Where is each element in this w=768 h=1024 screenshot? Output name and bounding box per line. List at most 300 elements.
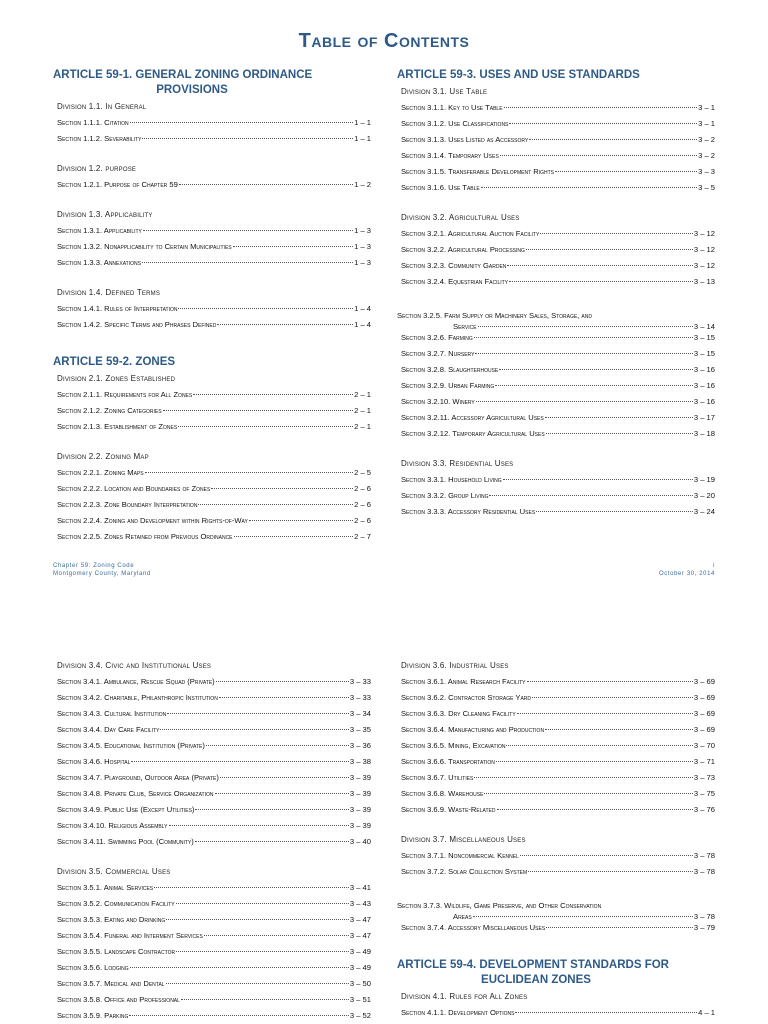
toc-entry[interactable] [57, 421, 371, 432]
dot-leader [195, 841, 349, 842]
entry-title: Section 3.2.9. Urban Farming [401, 381, 495, 390]
section-spacer [53, 335, 371, 355]
article-heading [53, 355, 371, 370]
entry-page: 3 – 35 [349, 725, 371, 734]
toc-entry[interactable] [57, 319, 371, 330]
toc-entry[interactable] [401, 166, 715, 177]
dot-leader [474, 337, 693, 338]
toc-entry[interactable] [57, 930, 371, 941]
toc-entry[interactable] [57, 708, 371, 719]
entry-page: 3 – 49 [349, 947, 371, 956]
entry-page: 1 – 4 [354, 304, 371, 313]
toc-entry[interactable] [401, 276, 715, 287]
entry-title: Section 3.6.9. Waste-Related [401, 805, 496, 814]
entry-title: Section 2.2.3. Zone Boundary Interpretation [57, 500, 198, 509]
division-heading: Division 3.1. Use Table [401, 87, 488, 96]
entry-title-cont: Areas [453, 912, 472, 921]
entry-title: Section 3.4.3. Cultural Institution [57, 709, 167, 718]
toc-entry[interactable] [401, 428, 715, 439]
dot-leader [484, 793, 692, 794]
entry-title: Section 3.4.4. Day Care Facility [57, 725, 160, 734]
section-spacer [53, 852, 371, 866]
entry-page: 1 – 1 [354, 134, 371, 143]
entry-page: 3 – 16 [693, 365, 715, 374]
entry-page: 4 – 1 [698, 1008, 715, 1017]
section-spacer [397, 198, 715, 212]
entry-page: 3 – 13 [693, 277, 715, 286]
dot-leader [500, 155, 697, 156]
entry-page: 1 – 3 [354, 242, 371, 251]
toc-column-right [397, 660, 715, 1023]
toc-entry[interactable] [401, 506, 715, 517]
dot-leader [545, 417, 693, 418]
dot-leader [129, 1015, 348, 1016]
dot-leader [215, 793, 349, 794]
dot-leader [178, 426, 353, 427]
dot-leader [130, 967, 349, 968]
toc-entry[interactable] [57, 515, 371, 526]
toc-entry[interactable] [401, 676, 715, 687]
dot-leader [176, 903, 349, 904]
article-heading-line: ARTICLE 59-3. USES AND USE STANDARDS [397, 69, 640, 81]
entry-page: 3 – 34 [349, 709, 371, 718]
entry-title: Section 2.2.5. Zones Retained from Previous Ordinance [57, 532, 233, 541]
dot-leader [515, 1012, 697, 1013]
footer-date: October 30, 2014 [659, 571, 715, 577]
entry-page: 2 – 6 [354, 484, 371, 493]
article-heading-line: EUCLIDEAN ZONES [481, 974, 591, 986]
dot-leader [181, 999, 349, 1000]
dot-leader [520, 855, 693, 856]
dot-leader [233, 246, 353, 247]
dot-leader [475, 353, 692, 354]
entry-title: Section 3.6.4. Manufacturing and Production [401, 725, 545, 734]
section-spacer [53, 149, 371, 163]
entry-title: Section 1.1.1. Citation [57, 118, 129, 127]
toc-entry[interactable] [57, 724, 371, 735]
dot-leader [546, 433, 693, 434]
dot-leader [495, 385, 693, 386]
entry-title: Section 3.1.5. Transferable Development Rights [401, 167, 554, 176]
entry-page: 3 – 1 [698, 119, 715, 128]
entry-title: Section 3.4.7. Playground, Outdoor Area (Private) [57, 773, 219, 782]
dot-leader [536, 511, 693, 512]
toc-entry[interactable] [401, 332, 715, 343]
entry-title: Section 3.5.9. Parking [57, 1011, 129, 1020]
entry-title: Section 3.5.2. Communication Facility [57, 899, 175, 908]
entry-title: Section 3.4.2. Charitable, Philanthropic Institution [57, 693, 218, 702]
entry-title: Section 3.5.1. Animal Services [57, 883, 154, 892]
toc-entry[interactable] [401, 850, 715, 861]
toc-entry[interactable] [397, 900, 715, 922]
dot-leader [131, 761, 348, 762]
toc-entry[interactable] [401, 724, 715, 735]
entry-page: 3 – 69 [693, 725, 715, 734]
entry-title: Section 3.4.10. Religious Assembly [57, 821, 168, 830]
entry-page: 1 – 2 [354, 180, 371, 189]
toc-column-left [53, 68, 371, 547]
toc-entry[interactable] [57, 946, 371, 957]
dot-leader [193, 394, 353, 395]
division-heading: Division 3.5. Commercial Uses [57, 867, 171, 876]
section-spacer [53, 273, 371, 287]
entry-title: Section 1.1.2. Severability [57, 134, 142, 143]
entry-page: 3 – 12 [693, 261, 715, 270]
entry-page: 3 – 18 [693, 429, 715, 438]
entry-title: Section 3.5.8. Office and Professional [57, 995, 180, 1004]
dot-leader [527, 681, 693, 682]
entry-page: 3 – 40 [349, 837, 371, 846]
dot-leader [545, 729, 693, 730]
dot-leader [169, 825, 349, 826]
entry-title: Section 3.3.3. Accessory Residential Uses [401, 507, 536, 516]
entry-title: Section 3.7.4. Accessory Miscellaneous Uses [401, 923, 546, 932]
entry-page: 1 – 4 [354, 320, 371, 329]
toc-entry[interactable] [401, 692, 715, 703]
toc-entry[interactable] [397, 310, 715, 332]
toc-entry[interactable] [57, 483, 371, 494]
dot-leader [507, 265, 692, 266]
article-heading [397, 68, 715, 83]
dot-leader [473, 916, 693, 917]
entry-title: Section 3.4.5. Educational Institution (Private) [57, 741, 205, 750]
entry-page: 3 – 2 [698, 135, 715, 144]
toc-entry[interactable] [401, 740, 715, 751]
footer-right [659, 562, 715, 578]
toc-entry[interactable] [57, 405, 371, 416]
entry-title: Section 3.6.8. Warehouse [401, 789, 484, 798]
toc-entry[interactable] [57, 788, 371, 799]
entry-page: 3 – 43 [349, 899, 371, 908]
toc-entry[interactable] [57, 994, 371, 1005]
entry-title: Section 2.2.1. Zoning Maps [57, 468, 144, 477]
dot-leader [528, 871, 693, 872]
entry-page: 3 – 17 [693, 413, 715, 422]
dot-leader [166, 919, 349, 920]
toc-entry[interactable] [401, 804, 715, 815]
entry-page: 3 – 20 [693, 491, 715, 500]
toc-entry[interactable] [57, 389, 371, 400]
toc-entry[interactable] [401, 756, 715, 767]
entry-page: 3 – 39 [349, 805, 371, 814]
dot-leader [504, 107, 698, 108]
entry-title: Section 3.3.1. Household Living [401, 475, 502, 484]
entry-page: 3 – 33 [349, 677, 371, 686]
entry-title: Section 1.3.1. Applicability [57, 226, 142, 235]
page-title: Table of Contents [298, 30, 470, 52]
dot-leader [481, 187, 697, 188]
entry-title: Section 3.2.10. Winery [401, 397, 475, 406]
division-heading: Division 3.7. Miscellaneous Uses [401, 835, 526, 844]
entry-page: 3 – 12 [693, 229, 715, 238]
dot-leader [249, 520, 353, 521]
entry-title: Section 1.2.1. Purpose of Chapter 59 [57, 180, 178, 189]
entry-title-cont: Service [453, 322, 477, 331]
entry-title: Section 3.2.4. Equestrian Facility [401, 277, 509, 286]
entry-title: Section 3.3.2. Group Living [401, 491, 489, 500]
toc-entry[interactable] [57, 225, 371, 236]
entry-page: 3 – 16 [693, 397, 715, 406]
division-heading: Division 1.3. Applicability [57, 210, 153, 219]
entry-page: 2 – 1 [354, 406, 371, 415]
footer-left [53, 562, 151, 578]
toc-entry[interactable] [57, 882, 371, 893]
entry-page: 1 – 3 [354, 226, 371, 235]
footer-chapter: Chapter 59: Zoning Code [53, 563, 135, 569]
entry-page: 3 – 49 [349, 963, 371, 972]
dot-leader [195, 809, 348, 810]
article-heading-line: ARTICLE 59-1. GENERAL ZONING ORDINANCE [53, 69, 313, 81]
entry-page: 3 – 75 [693, 789, 715, 798]
entry-page: 3 – 70 [693, 741, 715, 750]
toc-entry[interactable] [57, 772, 371, 783]
toc-entry[interactable] [401, 708, 715, 719]
toc-entry[interactable] [401, 922, 715, 933]
entry-page: 3 – 39 [349, 821, 371, 830]
entry-title: Section 3.5.6. Lodging [57, 963, 129, 972]
dot-leader [178, 308, 353, 309]
toc-entry[interactable] [401, 182, 715, 193]
article-heading [53, 68, 371, 98]
division-heading: Division 4.1. Rules for All Zones [401, 992, 528, 1001]
entry-title: Section 2.2.2. Location and Boundaries of Zones [57, 484, 211, 493]
entry-page: 3 – 78 [693, 912, 715, 921]
dot-leader [154, 887, 349, 888]
toc-entry[interactable] [57, 914, 371, 925]
section-spacer [53, 195, 371, 209]
entry-title: Section 3.2.12. Temporary Agricultural Uses [401, 429, 545, 438]
entry-title-continued [397, 321, 715, 332]
article-heading [397, 958, 715, 988]
entry-title: Section 3.2.3. Community Garden [401, 261, 507, 270]
entry-page: 3 – 76 [693, 805, 715, 814]
dot-leader [503, 479, 693, 480]
entry-page: 3 – 15 [693, 333, 715, 342]
entry-title: Section 3.7.2. Solar Collection System [401, 867, 528, 876]
toc-entry[interactable] [57, 676, 371, 687]
entry-title-continued [397, 911, 715, 922]
dot-leader [517, 713, 693, 714]
toc-entry[interactable] [57, 467, 371, 478]
article-heading-line: ARTICLE 59-2. ZONES [53, 356, 176, 368]
entry-page: 1 – 1 [354, 118, 371, 127]
toc-entry[interactable] [57, 978, 371, 989]
toc-column-left [53, 660, 371, 1024]
dot-leader [506, 745, 692, 746]
toc-entry[interactable] [401, 490, 715, 501]
toc-entry[interactable] [57, 117, 371, 128]
division-heading: Division 2.2. Zoning Map [57, 452, 149, 461]
entry-title: Section 3.2.2. Agricultural Processing [401, 245, 525, 254]
dot-leader [179, 184, 353, 185]
toc-entry[interactable] [57, 898, 371, 909]
toc-entry[interactable] [57, 531, 371, 542]
entry-page: 3 – 39 [349, 773, 371, 782]
division-heading: Division 1.2. purpose [57, 164, 137, 173]
dot-leader [142, 138, 353, 139]
toc-entry[interactable] [57, 133, 371, 144]
dot-leader [163, 410, 354, 411]
dot-leader [160, 729, 348, 730]
toc-entry[interactable] [401, 474, 715, 485]
dot-leader [555, 171, 697, 172]
dot-leader [476, 401, 693, 402]
toc-column-right [397, 68, 715, 522]
entry-title: Section 3.1.2. Use Classifications [401, 119, 509, 128]
dot-leader [509, 123, 697, 124]
entry-title: Section 3.5.3. Eating and Drinking [57, 915, 166, 924]
dot-leader [167, 713, 349, 714]
toc-entry[interactable] [57, 241, 371, 252]
dot-leader [219, 697, 349, 698]
division-heading: Division 3.3. Residential Uses [401, 459, 514, 468]
toc-entry[interactable] [57, 179, 371, 190]
toc-entry[interactable] [401, 244, 715, 255]
division-heading: Division 1.4. Defined Terms [57, 288, 161, 297]
division-heading: Division 3.4. Civic and Institutional Uses [57, 661, 212, 670]
entry-page: 3 – 41 [349, 883, 371, 892]
entry-title: Section 3.1.3. Uses Listed as Accessory [401, 135, 529, 144]
toc-entry[interactable] [57, 962, 371, 973]
entry-title: Section 3.2.6. Farming [401, 333, 473, 342]
entry-title: Section 1.4.2. Specific Terms and Phrases Defined [57, 320, 217, 329]
entry-title: Section 1.4.1. Rules of Interpretation [57, 304, 178, 313]
entry-page: 3 – 78 [693, 851, 715, 860]
entry-page: 3 – 16 [693, 381, 715, 390]
entry-page: 3 – 69 [693, 709, 715, 718]
dot-leader [532, 697, 693, 698]
toc-entry[interactable] [401, 260, 715, 271]
toc-entry[interactable] [57, 692, 371, 703]
entry-page: 3 – 73 [693, 773, 715, 782]
toc-entry[interactable] [401, 772, 715, 783]
entry-title: Section 3.6.5. Mining, Excavation [401, 741, 506, 750]
dot-leader [478, 326, 693, 327]
dot-leader [211, 488, 353, 489]
toc-entry[interactable] [401, 102, 715, 113]
toc-page-2 [0, 650, 768, 1024]
toc-entry[interactable] [57, 257, 371, 268]
entry-title: Section 3.4.6. Hospital [57, 757, 131, 766]
entry-page: 3 – 14 [693, 322, 715, 331]
page-gap [0, 590, 768, 650]
toc-entry[interactable] [57, 804, 371, 815]
section-spacer [397, 938, 715, 958]
dot-leader [143, 230, 353, 231]
entry-page: 3 – 3 [698, 167, 715, 176]
entry-page: 3 – 19 [693, 475, 715, 484]
toc-entry[interactable] [57, 499, 371, 510]
section-spacer [397, 820, 715, 834]
toc-entry[interactable] [401, 134, 715, 145]
entry-page: 3 – 69 [693, 677, 715, 686]
toc-entry[interactable] [401, 1007, 715, 1018]
dot-leader [509, 281, 693, 282]
toc-entry[interactable] [401, 380, 715, 391]
section-spacer [397, 444, 715, 458]
entry-page: 3 – 51 [349, 995, 371, 1004]
entry-page: 2 – 1 [354, 390, 371, 399]
toc-entry[interactable] [401, 866, 715, 877]
dot-leader [546, 927, 693, 928]
entry-title: Section 3.5.5. Landscape Contractor [57, 947, 176, 956]
entry-page: 3 – 33 [349, 693, 371, 702]
entry-title: Section 2.1.2. Zoning Categories [57, 406, 162, 415]
entry-title: Section 3.6.6. Transportation [401, 757, 495, 766]
dot-leader [130, 122, 353, 123]
entry-page: 3 – 71 [693, 757, 715, 766]
dot-leader [499, 369, 693, 370]
entry-page: 3 – 79 [693, 923, 715, 932]
entry-title: Section 3.4.1. Ambulance, Rescue Squad (Private) [57, 677, 215, 686]
dot-leader [489, 495, 692, 496]
entry-title: Section 3.1.6. Use Table [401, 183, 480, 192]
toc-entry[interactable] [57, 740, 371, 751]
division-heading: Division 2.1. Zones Established [57, 374, 176, 383]
entry-page: 2 – 5 [354, 468, 371, 477]
division-heading: Division 3.2. Agricultural Uses [401, 213, 520, 222]
toc-entry[interactable] [57, 303, 371, 314]
entry-page: 3 – 39 [349, 789, 371, 798]
toc-entry[interactable] [57, 756, 371, 767]
dot-leader [216, 681, 349, 682]
dot-leader [496, 761, 693, 762]
entry-title: Section 3.4.8. Private Club, Service Organization [57, 789, 214, 798]
dot-leader [234, 536, 354, 537]
toc-entry[interactable] [401, 150, 715, 161]
toc-entry[interactable] [57, 820, 371, 831]
toc-entry[interactable] [401, 118, 715, 129]
article-heading-line: ARTICLE 59-4. DEVELOPMENT STANDARDS FOR [397, 959, 669, 971]
entry-title: Section 3.6.3. Dry Cleaning Facility [401, 709, 516, 718]
entry-title: Section 3.7.3. Wildlife, Game Preserve, and Other Conservation [397, 901, 602, 910]
entry-title: Section 2.1.3. Establishment of Zones [57, 422, 178, 431]
dot-leader [142, 262, 353, 263]
entry-title: Section 3.6.7. Utilities [401, 773, 474, 782]
toc-entry[interactable] [401, 364, 715, 375]
entry-title: Section 1.3.3. Annexations [57, 258, 141, 267]
entry-page: 3 – 24 [693, 507, 715, 516]
toc-entry[interactable] [401, 412, 715, 423]
entry-title: Section 3.2.8. Slaughterhouse [401, 365, 499, 374]
dot-leader [526, 249, 693, 250]
entry-title: Section 3.2.5. Farm Supply or Machinery Sales, Storage, and [397, 311, 592, 320]
division-heading: Division 1.1. In General [57, 102, 147, 111]
entry-page: 1 – 3 [354, 258, 371, 267]
entry-page: 2 – 7 [354, 532, 371, 541]
toc-entry[interactable] [57, 1010, 371, 1021]
entry-page: 3 – 47 [349, 915, 371, 924]
dot-leader [217, 324, 353, 325]
entry-title: Section 2.2.4. Zoning and Development within Rights-of-Way [57, 516, 248, 525]
footer-county: Montgomery County, Maryland [53, 571, 151, 577]
dot-leader [176, 951, 349, 952]
toc-entry[interactable] [57, 836, 371, 847]
dot-leader [204, 935, 349, 936]
entry-title: Section 4.1.1. Development Options [401, 1008, 515, 1017]
entry-title: Section 3.5.4. Funeral and Interment Services [57, 931, 203, 940]
entry-title: Section 3.1.4. Temporary Uses [401, 151, 499, 160]
dot-leader [206, 745, 349, 746]
toc-entry[interactable] [401, 348, 715, 359]
entry-page: 3 – 69 [693, 693, 715, 702]
toc-entry[interactable] [401, 228, 715, 239]
toc-entry[interactable] [401, 396, 715, 407]
entry-title: Section 1.3.2. Nonapplicability to Certain Municipalities [57, 242, 232, 251]
entry-title: Section 3.4.11. Swimming Pool (Community) [57, 837, 194, 846]
toc-entry[interactable] [401, 788, 715, 799]
entry-page: 2 – 6 [354, 516, 371, 525]
